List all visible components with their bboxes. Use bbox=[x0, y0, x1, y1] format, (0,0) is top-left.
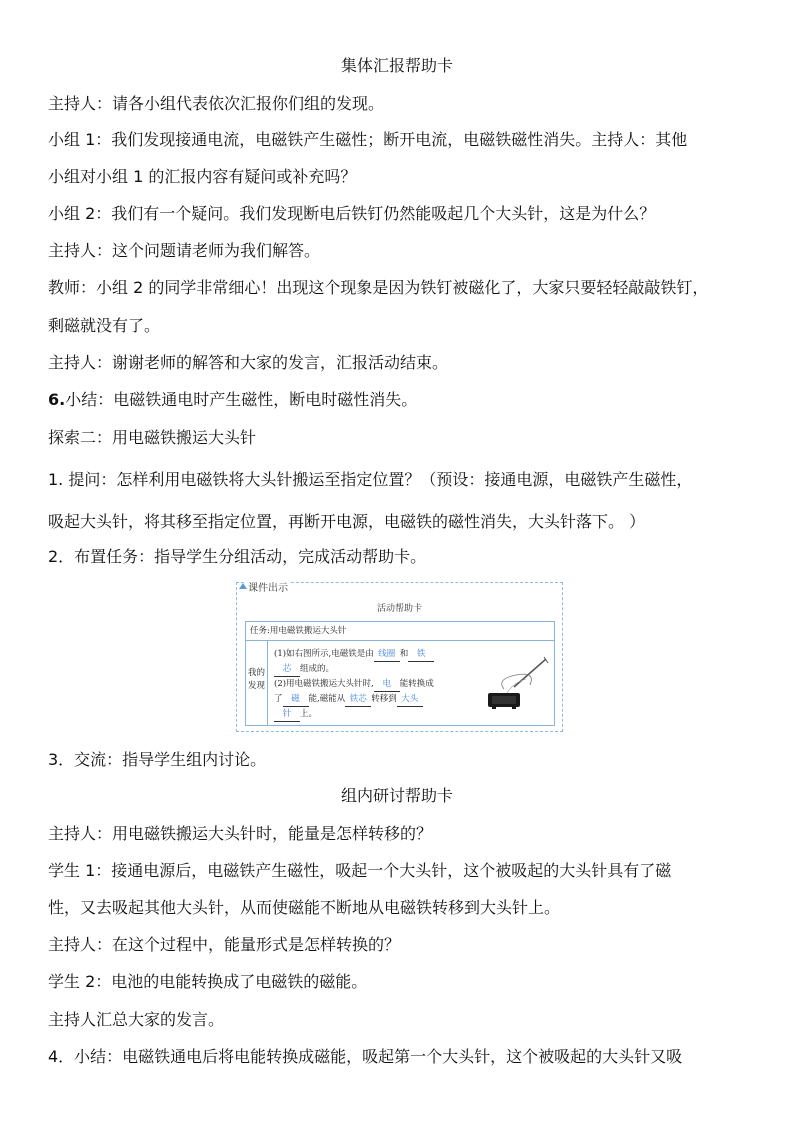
paragraph-line: 主持人：在这个过程中，能量形式是怎样转换的？ bbox=[48, 935, 401, 954]
paragraph-line: 性，又去吸起其他大头针，从而使磁能不断地从电磁铁转移到大头针上。 bbox=[48, 898, 561, 917]
blank-answer: 线圈 bbox=[374, 647, 400, 662]
paragraph-line: 教师：小组 2 的同学非常细心！出现这个现象是因为铁钉被磁化了，大家只要轻轻敲敲铁钉， bbox=[48, 278, 709, 297]
paragraph-line: 学生 1：接通电源后，电磁铁产生磁性，吸起一个大头针，这个被吸起的大头针具有了磁 bbox=[48, 861, 672, 880]
task-row: 任务:用电磁铁搬运大头针 bbox=[246, 622, 554, 641]
electromagnet-battery-illustration bbox=[486, 649, 552, 715]
card-table bbox=[245, 621, 555, 726]
blank-answer: 铁芯 bbox=[345, 692, 371, 707]
card-title: 活动帮助卡 bbox=[376, 604, 422, 614]
paragraph-line: 小组对小组 1 的汇报内容有疑问或补充吗？ bbox=[48, 167, 357, 186]
paragraph-line: 4．小结：电磁铁通电后将电能转换成磁能，吸起第一个大头针，这个被吸起的大头针又吸 bbox=[48, 1047, 683, 1066]
blank-answer: 针 bbox=[274, 707, 300, 722]
step-1-line-b: 吸起大头针，将其移至指定位置，再断开电源，电磁铁的磁性消失，大头针落下。 ） bbox=[48, 512, 646, 531]
paragraph-line: 主持人：这个问题请老师为我们解答。 bbox=[48, 241, 321, 260]
paragraph-line: 小组 1：我们发现接通电流，电磁铁产生磁性；断开电流，电磁铁磁性消失。主持人：其他 bbox=[48, 130, 688, 149]
paragraph-line: 小组 2：我们有一个疑问。我们发现断电后铁钉仍然能吸起几个大头针，这是为什么？ bbox=[48, 204, 656, 223]
paragraph-line: 主持人汇总大家的发言。 bbox=[48, 1010, 225, 1029]
paragraph-line: 学生 2：电池的电能转换成了电磁铁的磁能。 bbox=[48, 972, 368, 991]
paragraph-line: 主持人：谢谢老师的解答和大家的发言，汇报活动结束。 bbox=[48, 353, 449, 372]
title-group-discussion-card: 组内研讨帮助卡 bbox=[340, 786, 453, 805]
step-2-line: 2．布置任务：指导学生分组活动，完成活动帮助卡。 bbox=[48, 547, 427, 566]
activity-help-card-figure bbox=[236, 582, 563, 732]
findings-content: (1)如右图所示,电磁铁是由 线圈 和 铁 芯 组成的。 (2)用电磁铁搬运大头针时, 电 能转换成 了 磁 能,磁能从 铁芯 转移到 大头 针 上。 bbox=[274, 647, 484, 722]
paragraph-line: 主持人：用电磁铁搬运大头针时，能量是怎样转移的？ bbox=[48, 824, 433, 843]
summary-number: 6. bbox=[48, 390, 66, 409]
blank-answer: 芯 bbox=[274, 662, 300, 677]
blank-answer: 大头 bbox=[397, 692, 423, 707]
paragraph-line: 主持人：请各小组代表依次汇报你们组的发现。 bbox=[48, 94, 385, 113]
findings-label: 我的 发现 bbox=[246, 641, 268, 725]
step-1-line-a: 1. 提问：怎样利用电磁铁将大头针搬运至指定位置？（预设：接通电源，电磁铁产生磁性， bbox=[48, 470, 693, 489]
summary-text: 小结：电磁铁通电时产生磁性，断电时磁性消失。 bbox=[65, 390, 418, 409]
section-heading-explore-2: 探索二：用电磁铁搬运大头针 bbox=[48, 428, 257, 447]
findings-row bbox=[246, 641, 554, 725]
summary-line bbox=[48, 390, 417, 410]
paragraph-line: 剩磁就没有了。 bbox=[48, 316, 161, 335]
step-3-line: 3．交流：指导学生组内讨论。 bbox=[48, 750, 267, 769]
title-collective-report-card: 集体汇报帮助卡 bbox=[340, 56, 453, 75]
blank-answer: 铁 bbox=[408, 647, 434, 662]
courseware-tag: 课件出示 bbox=[245, 579, 291, 594]
blank-answer: 电 bbox=[374, 677, 400, 692]
blank-answer: 磁 bbox=[283, 692, 309, 707]
